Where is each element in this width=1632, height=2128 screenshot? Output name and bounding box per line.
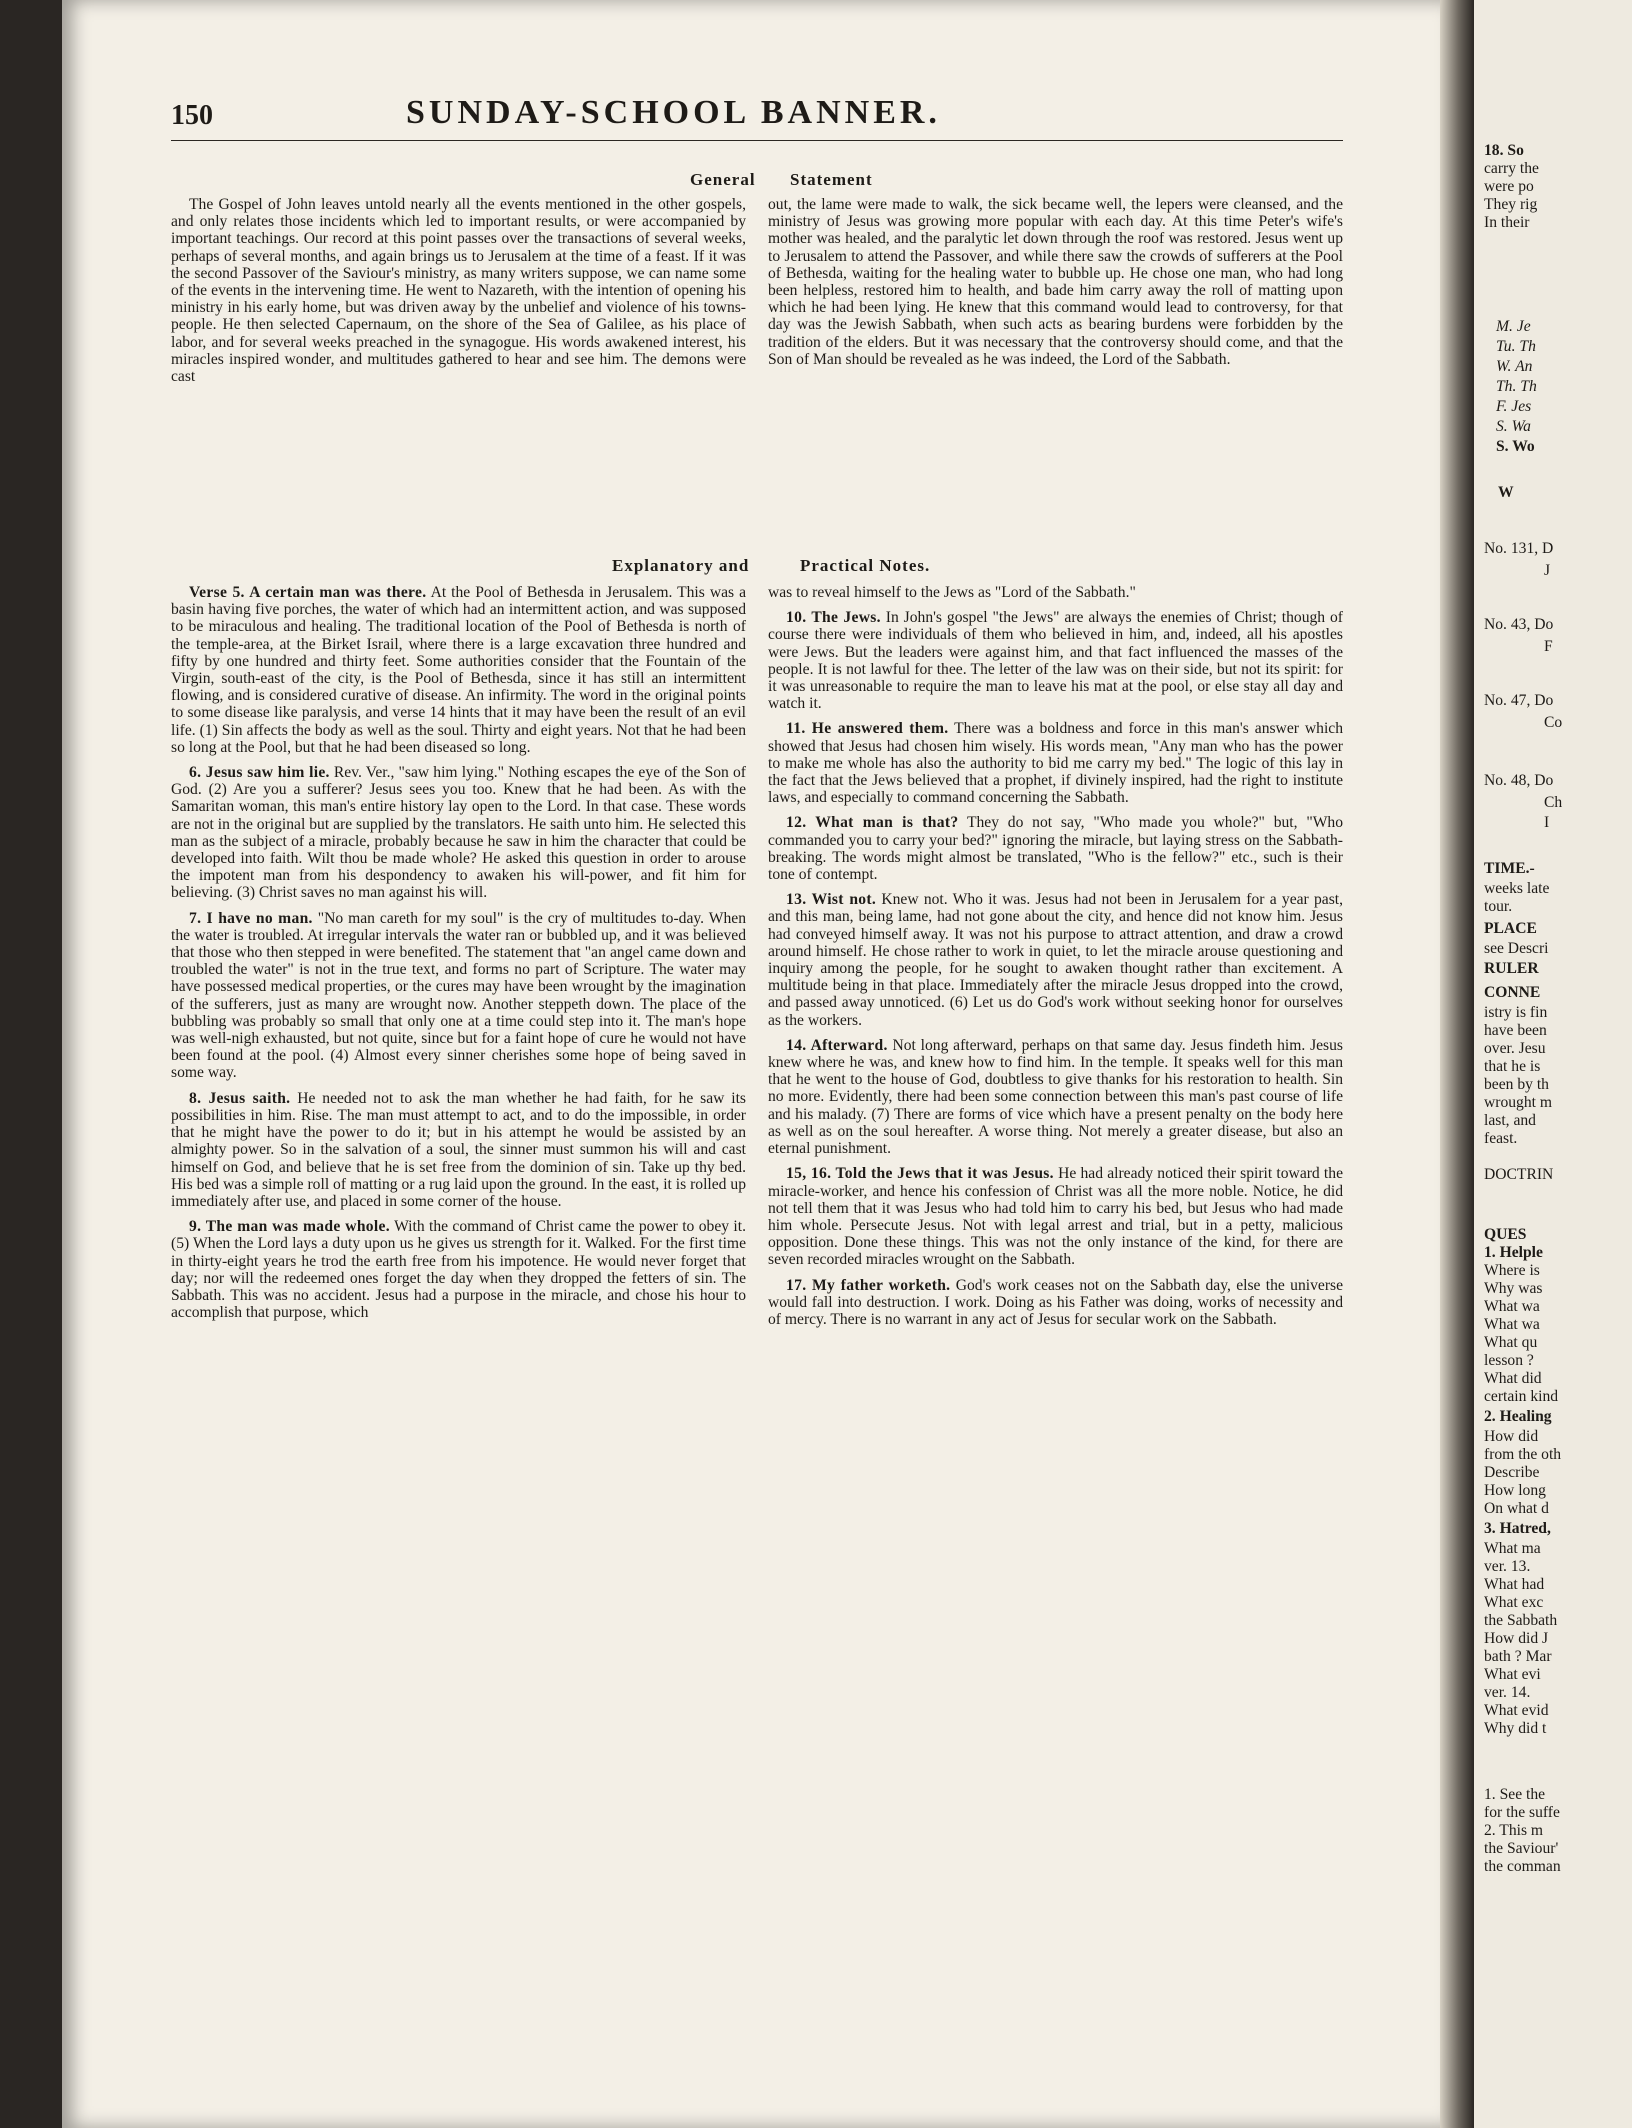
facing-page-line: Th. Th xyxy=(1496,378,1537,395)
note-verse-10 xyxy=(768,609,1343,712)
note-text: At the Pool of Bethesda in Jerusalem. This was a basin having five porches, the water of which had an intermittent action, and was supposed to be miraculous and healing. The traditional location of the Pool of Bethesda is north of the temple-area, at the Birket Israil, where there is a large excavation three hundred and fifty by one hundred and thirty feet. Some authorities consider that the Fountain of the Virgin, south-east of the city, is the Pool of Bethesda, since it has still an intermittent flowing, and is considered curative of disease. An infirmity. The word in the original points to some disease like paralysis, and verse 14 hints that it may have been the result of an evil life. (1) Sin affects the body as well as the soul. Thirty and eight years. Not that he had been so long at the Pool, but that he had been diseased so long. xyxy=(171,584,746,756)
note-text: In John's gospel "the Jews" are always the enemies of Christ; though of course there were individuals of them who believed in him, and, indeed, all his apostles were Jews. But the leaders were against him, and that fact influenced the masses of the people. It is not lawful for thee. The letter of the law was on their side, but not its spirit: for it was unreasonable to require the man to leave his mat at the pool, or else stay all day and watch it. xyxy=(768,609,1343,713)
facing-page-line: see Descri xyxy=(1484,940,1549,957)
general-statement-heading-right: Statement xyxy=(790,170,873,189)
note-verse-5 xyxy=(171,584,746,756)
facing-page-line: What exc xyxy=(1484,1594,1544,1611)
note-lead: 15, 16. Told the Jews that it was Jesus. xyxy=(786,1165,1054,1183)
facing-page-line: W. An xyxy=(1496,358,1533,375)
notes-heading-right: Practical Notes. xyxy=(800,556,931,575)
note-lead: 14. Afterward. xyxy=(786,1036,888,1054)
facing-page-line: Ch xyxy=(1544,794,1563,811)
header-rule xyxy=(171,140,1343,141)
facing-page-line: J xyxy=(1544,562,1551,579)
facing-page-line: What wa xyxy=(1484,1316,1540,1333)
general-statement-right-text: out, the lame were made to walk, the sick became well, the lepers were cleansed, and the ministry of Jesus was growing more popular with each day. At this time Peter's wife's mother was healed, and the paralytic let down through the roof was restored. Jesus went up to Jerusalem to attend the Passover, and while there saw the crowds of sufferers at the Pool of Bethesda, waiting for the healing water to bubble up. He chose one man, who had long been helpless, restored him to health, and bade him carry away the roll of matting upon which he had been lying. He knew that this command would lead to controversy, for that day was the Jewish Sabbath, when such acts as bearing burdens were forbidden by the tradition of the elders. But it was necessary that the controversy should come, and that the Son of Man should be revealed as he was indeed, the Lord of the Sabbath. xyxy=(768,196,1343,368)
facing-page-line: What did xyxy=(1484,1370,1542,1387)
facing-page-line: been by th xyxy=(1484,1076,1549,1093)
notes-right-column xyxy=(768,584,1343,2054)
book-gutter xyxy=(1440,0,1474,2128)
facing-page-line: In their xyxy=(1484,214,1530,231)
facing-page-line: What had xyxy=(1484,1576,1545,1593)
note-text: "No man careth for my soul" is the cry of multitudes to-day. When the water is troubled. At irregular intervals the water ran or bubbled up, and it was believed that those who then stepped in were benefited. The statement that "an angel came down and troubled the water" is not in the true text, and forms no part of Scripture. The water may have possessed medical properties, or the cures may have been wrought by the imagination of the sufferers, just as many are wrought now. Another steppeth down. The place of the bubbling was probably so small that only one at a time could step into it. The man's hope was well-nigh exhausted, but not quite, since but for a faint hope of cure he would not have been found at the pool. (4) Almost every sinner cherishes some hope of being saved in some way. xyxy=(171,909,746,1082)
facing-page-line: 18. So xyxy=(1484,142,1524,159)
facing-page-line: What evi xyxy=(1484,1666,1541,1683)
note-text: He needed not to ask the man whether he had faith, for he saw its possibilities in him. Rise. The man must attempt to act, and to do the impossible, in order that he might have the power to do it; but in his attempt he would be assisted by an almighty power. So in the salvation of a soul, the sinner must summon his will and cast himself on God, and believe that he is set free from the dominion of sin. Take up thy bed. His bed was a simple roll of matting or a rug laid upon the ground. In the east, it is rolled up immediately after use, and placed in some corner of the house. xyxy=(171,1089,746,1210)
facing-page-line: feast. xyxy=(1484,1130,1518,1147)
facing-page-line: 3. Hatred, xyxy=(1484,1520,1551,1537)
facing-page-line: weeks late xyxy=(1484,880,1550,897)
facing-page-line: for the suffe xyxy=(1484,1804,1560,1821)
note-verse-8 xyxy=(171,1090,746,1210)
note-lead: 7. I have no man. xyxy=(189,909,313,927)
facing-page-line: ver. 14. xyxy=(1484,1684,1531,1701)
note-lead: 11. He answered them. xyxy=(786,720,949,738)
facing-page-line: How did J xyxy=(1484,1630,1549,1647)
note-continuation xyxy=(768,584,1343,601)
note-text: With the command of Christ came the power to obey it. (5) When the Lord lays a duty upon us he gives us strength for it. Walked. For the first time in thirty-eight years he trod the earth free from his impotence. He would never forget that day; nor will the redeemed ones forget the day when they dropped the fetters of sin. The Sabbath. This was no accident. Jesus had a purpose in the miracle, and chose his hour to accomplish that purpose, which xyxy=(171,1218,746,1322)
facing-page-line: wrought m xyxy=(1484,1094,1553,1111)
note-lead: 9. The man was made whole. xyxy=(189,1218,390,1236)
note-verse-17 xyxy=(768,1277,1343,1329)
note-verse-7 xyxy=(171,910,746,1082)
facing-page-line: certain kind xyxy=(1484,1388,1559,1405)
facing-page-line: What evid xyxy=(1484,1702,1549,1719)
facing-page-line: No. 43, Do xyxy=(1484,616,1554,633)
note-lead: 17. My father worketh. xyxy=(786,1276,951,1294)
general-statement-right-column xyxy=(768,196,1343,531)
general-statement-left-text: The Gospel of John leaves untold nearly all the events mentioned in the other gospels, and only relates those incidents which led to important results, or were accompanied by important teachings. Our record at this point passes over the transactions of several weeks, perhaps of several months, and again brings us to Jerusalem at the time of a feast. If it was the second Passover of the Saviour's ministry, as many writers suppose, we can name some of the events in the intervening time. He went to Nazareth, with the intention of opening his ministry in his early home, but was driven away by the unbelief and violence of his towns-people. He then selected Capernaum, on the shore of the Sea of Galilee, as his place of labor, and for several weeks preached in the synagogue. His words awakened interest, his miracles inspired wonder, and multitudes gathered to hear and see him. The demons were cast xyxy=(171,196,746,386)
note-lead: Verse 5. A certain man was there. xyxy=(189,584,427,601)
note-verse-15-16 xyxy=(768,1165,1343,1268)
facing-page-line: 2. This m xyxy=(1484,1822,1544,1839)
note-text: There was a boldness and force in this man's answer which showed that Jesus had chosen him wisely. His words mean, "Any man who has the power to make me whole has also the authority to bid me carry my bed." The logic of this lay in the fact that the Jews believed that a prophet, if divinely inspired, had the right to institute laws, and especially to command concerning the Sabbath. xyxy=(768,720,1343,807)
note-lead: 6. Jesus saw him lie. xyxy=(189,764,330,782)
note-verse-11 xyxy=(768,720,1343,806)
note-text: He had already noticed their spirit toward the miracle-worker, and hence his confession of Christ was all the more noble. Notice, he did not tell them that it was Jesus who had told him to carry his bed, but Jesus who had made him whole. Persecute Jesus. Not with legal arrest and trial, but in a petty, malicious opposition. Done these things. This was not the only instance of the kind, for there are seven recorded miracles wrought on the Sabbath. xyxy=(768,1165,1343,1269)
facing-page-line: DOCTRIN xyxy=(1484,1166,1554,1183)
facing-page-line: F xyxy=(1544,638,1553,655)
facing-page-line: QUES xyxy=(1484,1226,1527,1243)
facing-page-line: Describe xyxy=(1484,1464,1540,1481)
facing-page-line: I xyxy=(1544,814,1550,831)
facing-page-line: S. Wa xyxy=(1496,418,1531,435)
facing-page-line: Tu. Th xyxy=(1496,338,1536,355)
facing-page-line: lesson ? xyxy=(1484,1352,1534,1369)
facing-page-line: ver. 13. xyxy=(1484,1558,1531,1575)
facing-page-line: How did xyxy=(1484,1428,1539,1445)
note-text: They do not say, "Who made you whole?" but, "Who commanded you to carry your bed?" ignoring the miracle, but laying stress on the Sabbath-breaking. The words might almost be translated, "Who is the fellow?" etc., such is their tone of contempt. xyxy=(768,814,1343,884)
facing-page-line: the Sabbath xyxy=(1484,1612,1558,1629)
facing-page-line: Why did t xyxy=(1484,1720,1547,1737)
facing-page-line: What qu xyxy=(1484,1334,1538,1351)
facing-page-line: that he is xyxy=(1484,1058,1541,1075)
notes-heading-left: Explanatory and xyxy=(612,556,750,575)
facing-page-line: On what d xyxy=(1484,1500,1549,1517)
facing-page-line: the Saviour' xyxy=(1484,1840,1559,1857)
facing-page-line: How long xyxy=(1484,1482,1546,1499)
facing-page-line: TIME.- xyxy=(1484,860,1535,877)
facing-page-line: No. 47, Do xyxy=(1484,692,1554,709)
facing-page-line: What ma xyxy=(1484,1540,1541,1557)
facing-page-line: PLACE xyxy=(1484,920,1537,937)
note-lead: 13. Wist not. xyxy=(786,891,877,909)
facing-page-line: over. Jesu xyxy=(1484,1040,1546,1057)
facing-page-line: They rig xyxy=(1484,196,1538,213)
facing-page-line: last, and xyxy=(1484,1112,1536,1129)
facing-page-line: from the oth xyxy=(1484,1446,1562,1463)
facing-page-line: 1. See the xyxy=(1484,1786,1546,1803)
note-verse-13 xyxy=(768,891,1343,1029)
note-verse-12 xyxy=(768,814,1343,883)
facing-page xyxy=(1474,0,1632,2128)
facing-page-line: RULER xyxy=(1484,960,1539,977)
facing-page-line: tour. xyxy=(1484,898,1513,915)
facing-page-line: What wa xyxy=(1484,1298,1540,1315)
facing-page-line: W xyxy=(1498,484,1514,501)
facing-page-line: have been xyxy=(1484,1022,1547,1039)
facing-page-line: 2. Healing xyxy=(1484,1408,1552,1425)
note-text: was to reveal himself to the Jews as "Lord of the Sabbath." xyxy=(768,584,1136,601)
facing-page-line: CONNE xyxy=(1484,984,1541,1001)
facing-page-line: S. Wo xyxy=(1496,438,1535,455)
facing-page-line: Why was xyxy=(1484,1280,1543,1297)
facing-page-line: were po xyxy=(1484,178,1534,195)
note-lead: 12. What man is that? xyxy=(786,814,959,832)
note-verse-14 xyxy=(768,1037,1343,1157)
facing-page-line: 1. Helple xyxy=(1484,1244,1543,1261)
general-statement-heading-left: General xyxy=(690,170,756,189)
facing-page-line: istry is fin xyxy=(1484,1004,1548,1021)
facing-page-line: No. 48, Do xyxy=(1484,772,1554,789)
facing-page-line: M. Je xyxy=(1496,318,1531,335)
facing-page-line: Where is xyxy=(1484,1262,1540,1279)
facing-page-line: the comman xyxy=(1484,1858,1561,1875)
facing-page-line: carry the xyxy=(1484,160,1539,177)
note-text: Knew not. Who it was. Jesus had not been in Jerusalem for a year past, and this man, being lame, had not gone about the city, and hence did not know him. Jesus had conveyed himself away. It was not his purpose to attract attention, and draw a crowd around himself. He chose rather to work in quiet, to let the miracle arouse questioning and inquiry among the people, for he sought to awaken thought rather than excitement. A multitude being in that place. Immediately after the miracle Jesus dropped into the crowd, and passed away unnoticed. (6) Let us do God's work without seeking honor for ourselves as the workers. xyxy=(768,891,1343,1029)
note-verse-6 xyxy=(171,764,746,902)
facing-page-line: Co xyxy=(1544,714,1563,731)
notes-left-column xyxy=(171,584,746,2054)
note-lead: 8. Jesus saith. xyxy=(189,1089,291,1107)
facing-page-line: No. 131, D xyxy=(1484,540,1554,557)
page-number: 150 xyxy=(171,100,213,131)
running-title: SUNDAY-SCHOOL BANNER. xyxy=(406,94,941,131)
note-verse-9 xyxy=(171,1218,746,1321)
note-text: Not long afterward, perhaps on that same day. Jesus findeth him. Jesus knew where he was, and knew how to find him. In the temple. It speaks well for this man that he went to the house of God, doubtless to give thanks for his restoration to health. Sin no more. Evidently, there had been some connection between this man's past course of life and his malady. (7) There are forms of vice which have a present penalty on the body here as well as on the soul hereafter. A worse thing. Not merely a greater disease, but also an eternal punishment. xyxy=(768,1036,1343,1158)
note-text: Rev. Ver., "saw him lying." Nothing escapes the eye of the Son of God. (2) Are you a sufferer? Jesus sees you too. Knew that he had been. As with the Samaritan woman, this man's entire history lay open to the Lord. In that case. These words are not in the original but are supplied by the translators. He saith unto him. He selected this man as the subject of a miracle, probably because he saw in him the character that could be developed into faith. Wilt thou be made whole? He asked this question in order to arouse the impotent man from his despondency to awaken his will-power, and fit him for believing. (3) Christ saves no man against his will. xyxy=(171,764,746,902)
general-statement-left-column xyxy=(171,196,746,531)
note-text: God's work ceases not on the Sabbath day, else the universe would fall into destruction. I work. Doing as his Father was doing, works of necessity and of mercy. There is no warrant in any act of Jesus for secular work on the Sabbath. xyxy=(768,1276,1343,1328)
note-lead: 10. The Jews. xyxy=(786,609,881,627)
facing-page-line: bath ? Mar xyxy=(1484,1648,1552,1665)
facing-page-line: F. Jes xyxy=(1496,398,1532,415)
